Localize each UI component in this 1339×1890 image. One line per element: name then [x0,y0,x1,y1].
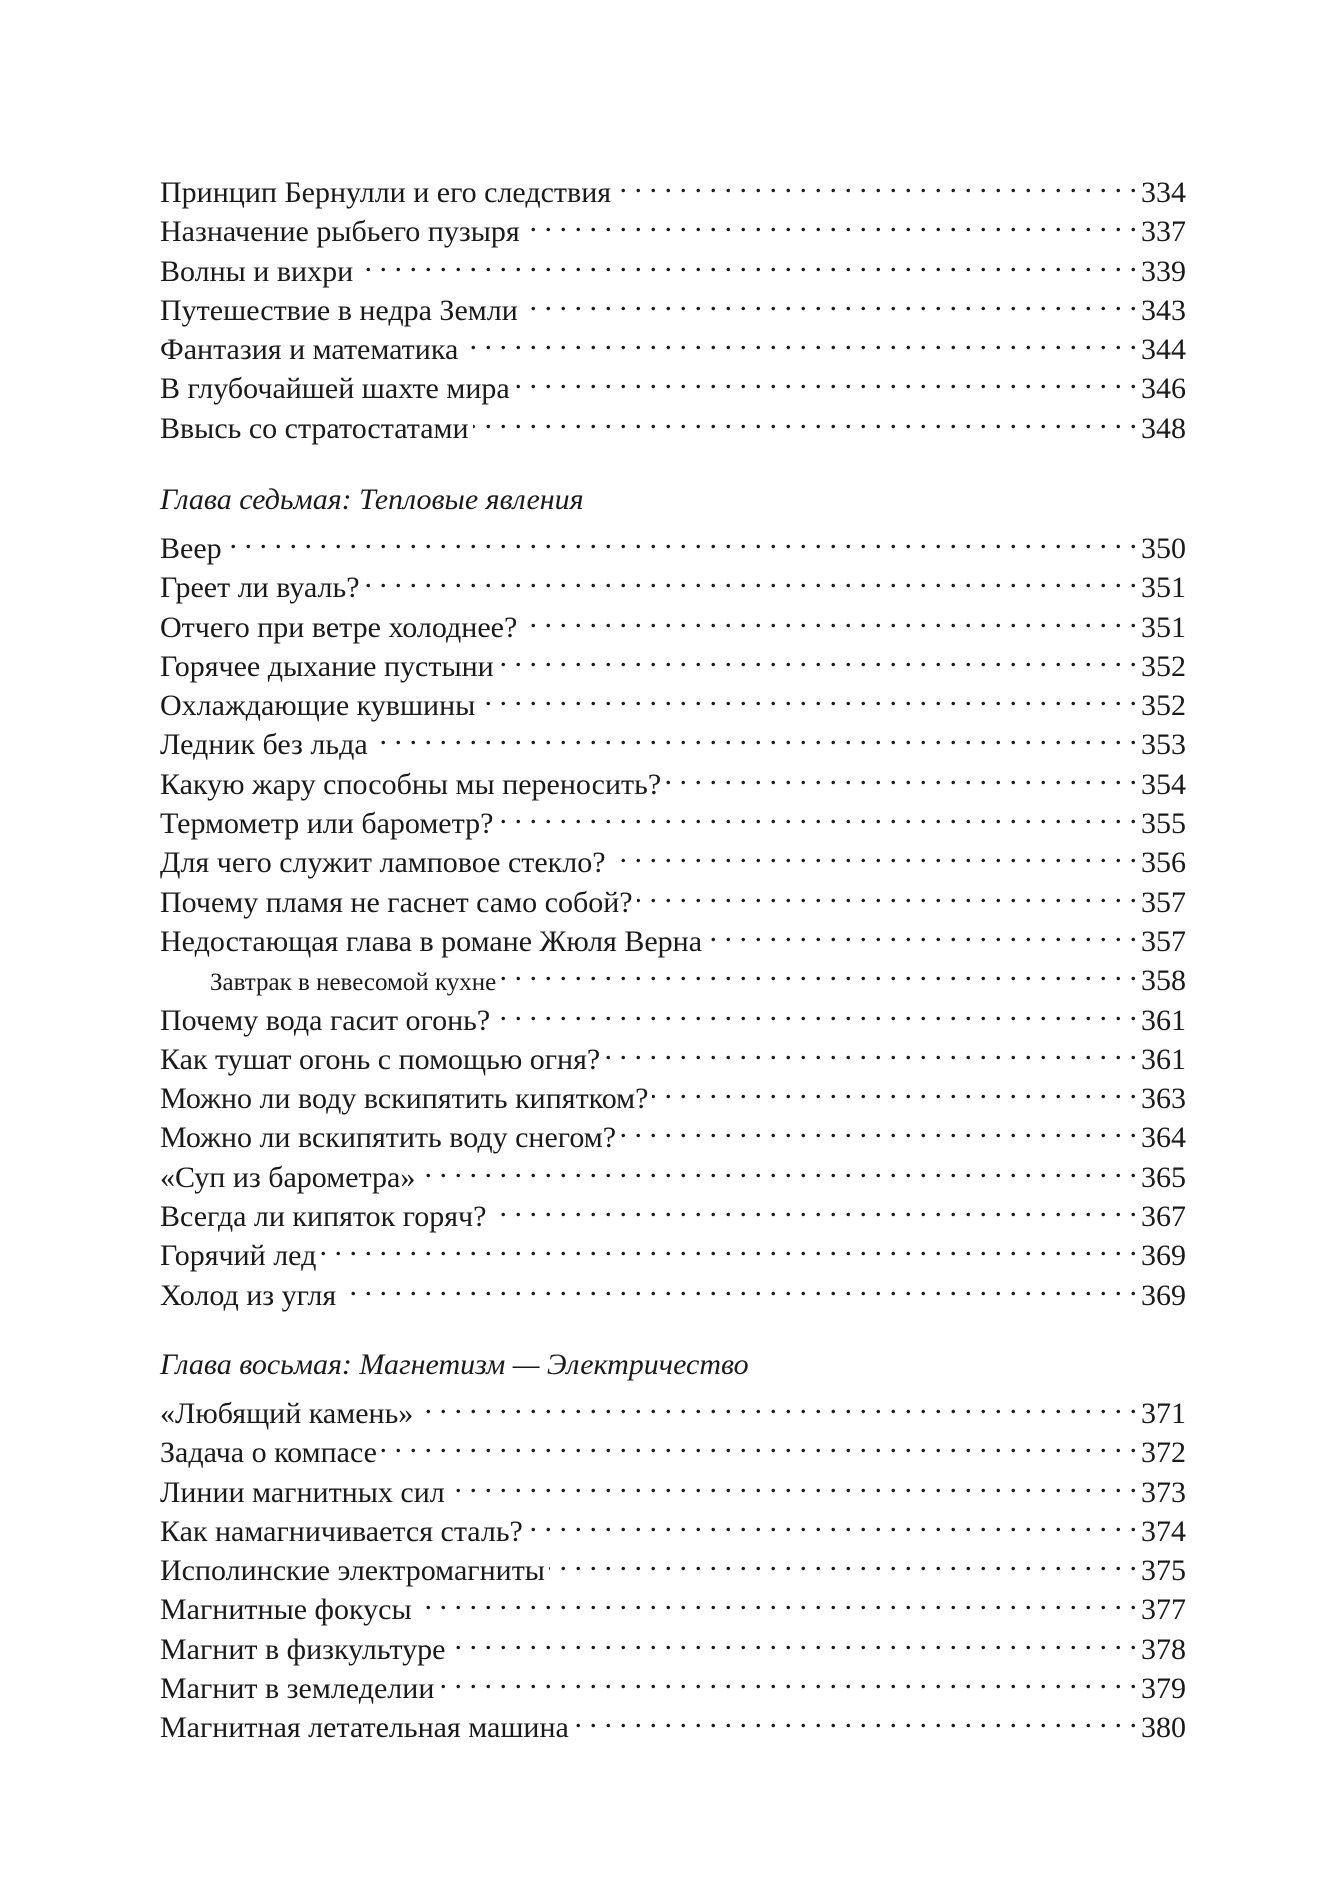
toc-entry-title: Недостающая глава в романе Жюля Верна [160,924,703,958]
dot-leader [521,598,1137,637]
toc-entry-title: Всегда ли кипяток горяч? [160,1200,487,1234]
toc-entry-page: 364 [1141,1121,1186,1155]
toc-entry-title: Магнитные фокусы [160,1593,412,1627]
toc-entry-title: Ввысь со стратостатами [160,411,469,445]
toc-entry-title: Почему вода гасит огонь? [160,1003,491,1037]
toc-entry-title: Горячий лед [160,1239,317,1273]
dot-leader [706,912,1137,951]
toc-entry-page: 379 [1141,1672,1186,1706]
dot-leader [615,163,1137,202]
dot-leader [514,359,1137,398]
toc-entry-title: Охлаждающие кувшины [160,689,476,723]
toc-entry-page: 356 [1141,846,1186,880]
toc-entry-title: Задача о компасе [160,1436,377,1470]
chapter-heading: Глава восьмая: Магнетизм — Электричество [160,1348,749,1381]
dot-leader [419,1148,1137,1187]
toc-entry-title: «Суп из барометра» [160,1160,416,1194]
dot-leader [479,676,1137,715]
toc-entry-page: 344 [1141,333,1186,367]
toc-entry-title: Веер [160,532,222,565]
toc-entry-title: «Любящий камень» [160,1397,414,1430]
dot-leader [652,1069,1137,1108]
toc-entry-page: 352 [1141,649,1186,683]
toc-entry-page: 354 [1141,767,1186,801]
toc-entry-page: 343 [1141,293,1186,327]
dot-leader [497,794,1137,833]
dot-leader [381,1423,1137,1462]
dot-leader [665,755,1137,794]
toc-entry-title: Магнит в физкультуре [160,1632,446,1666]
toc-entry-title: Греет ли вуаль? [160,571,360,605]
toc-entry-page: 351 [1141,610,1186,644]
dot-leader [226,519,1137,558]
toc-entry-title: Магнитная летательная машина [160,1711,569,1745]
toc-entry-page: 346 [1141,372,1186,406]
dot-leader [372,715,1137,754]
toc-entry-title: Термометр или барометр? [160,807,494,841]
toc-entry-title: Для чего служит ламповое стекло? [160,846,606,880]
dot-leader [364,558,1137,597]
dot-leader [610,833,1137,872]
toc-entry-page: 337 [1141,215,1186,249]
toc-entry-page: 355 [1141,807,1186,841]
toc-entry-page: 363 [1141,1082,1186,1116]
toc-entry-page: 357 [1141,885,1186,919]
toc-entry [160,558,1186,605]
dot-leader [604,1030,1137,1069]
toc-section [160,1345,1186,1745]
dot-leader [340,1266,1137,1305]
toc-entry-page: 339 [1141,254,1186,288]
dot-leader [494,991,1137,1030]
dot-leader [357,242,1137,281]
dot-leader [416,1580,1137,1619]
toc-entry [160,519,1186,565]
toc-entry-page: 371 [1141,1397,1186,1430]
toc-entry-title: Магнит в земледелии [160,1672,435,1706]
toc-entry-page: 365 [1141,1160,1186,1194]
dot-leader [490,1187,1137,1226]
toc-entry-title: Можно ли вскипятить воду снегом? [160,1121,617,1155]
toc-entry-title: Фантазия и математика [160,333,459,367]
toc-entry-page: 372 [1141,1436,1186,1470]
dot-leader [527,1502,1137,1541]
toc-entry-title: В глубочайшей шахте мира [160,372,510,406]
toc-entry-title: Можно ли воду вскипятить кипятком? [160,1082,649,1116]
toc-entry-page: 348 [1141,411,1186,445]
toc-entry-page: 367 [1141,1200,1186,1234]
toc-entry-page: 374 [1141,1514,1186,1548]
dot-leader [438,1659,1137,1698]
toc-entry-page: 353 [1141,728,1186,762]
toc-section [160,480,1186,1312]
toc-section [160,163,1186,445]
toc-entry [160,163,1186,209]
toc-entry-page: 358 [1141,964,1186,998]
dot-leader [524,202,1137,241]
toc-entry-page: 357 [1141,924,1186,958]
toc-entry-title: Как тушат огонь с помощью огня? [160,1042,601,1076]
dot-leader [500,951,1137,990]
toc-entry-page: 373 [1141,1475,1186,1509]
toc-entry-page: 369 [1141,1278,1186,1312]
dot-leader [462,320,1137,359]
toc-entry-title: Ледник без льда [160,728,368,762]
toc-entry-page: 380 [1141,1711,1186,1745]
chapter-heading: Глава седьмая: Тепловые явления [160,483,584,516]
dot-leader [449,1463,1137,1502]
toc-entry-page: 351 [1141,571,1186,605]
dot-leader [637,873,1137,912]
toc-entry-title: Как намагничивается сталь? [160,1514,523,1548]
toc-entry-title: Путешествие в недра Земли [160,293,518,327]
dot-leader [498,637,1137,676]
toc-entry-title: Линии магнитных сил [160,1475,445,1509]
toc-entry-page: 334 [1141,176,1186,209]
dot-leader [449,1620,1137,1659]
toc-entry-page: 369 [1141,1239,1186,1273]
dot-leader [522,281,1137,320]
dot-leader [620,1108,1137,1147]
toc-entry-title: Горячее дыхание пустыни [160,649,494,683]
toc-entry-title: Холод из угля [160,1278,337,1312]
toc-entry-title: Исполинские электромагниты [160,1554,545,1588]
toc-entry-title: Назначение рыбьего пузыря [160,215,520,249]
toc-entry-title: Почему пламя не гаснет само собой? [160,885,633,919]
dot-leader [549,1541,1137,1580]
toc-entry [160,1384,1186,1430]
toc-entry-title: Принцип Бернулли и его следствия [160,176,612,209]
dot-leader [320,1226,1137,1265]
toc-entry-page: 377 [1141,1593,1186,1627]
dot-leader [417,1384,1137,1423]
toc-entry-page: 375 [1141,1554,1186,1588]
toc-entry-title: Какую жару способны мы переносить? [160,767,662,801]
toc-entry-page: 378 [1141,1632,1186,1666]
toc-entry-page: 350 [1141,532,1186,565]
toc-entry-page: 352 [1141,689,1186,723]
dot-leader [473,399,1137,438]
dot-leader [573,1698,1137,1737]
toc-entry-title: Волны и вихри [160,254,354,288]
toc-entry-page: 361 [1141,1003,1186,1037]
toc-entry-title: Завтрак в невесомой кухне [210,969,497,997]
toc-entry-page: 361 [1141,1042,1186,1076]
toc-entry-title: Отчего при ветре холоднее? [160,610,518,644]
